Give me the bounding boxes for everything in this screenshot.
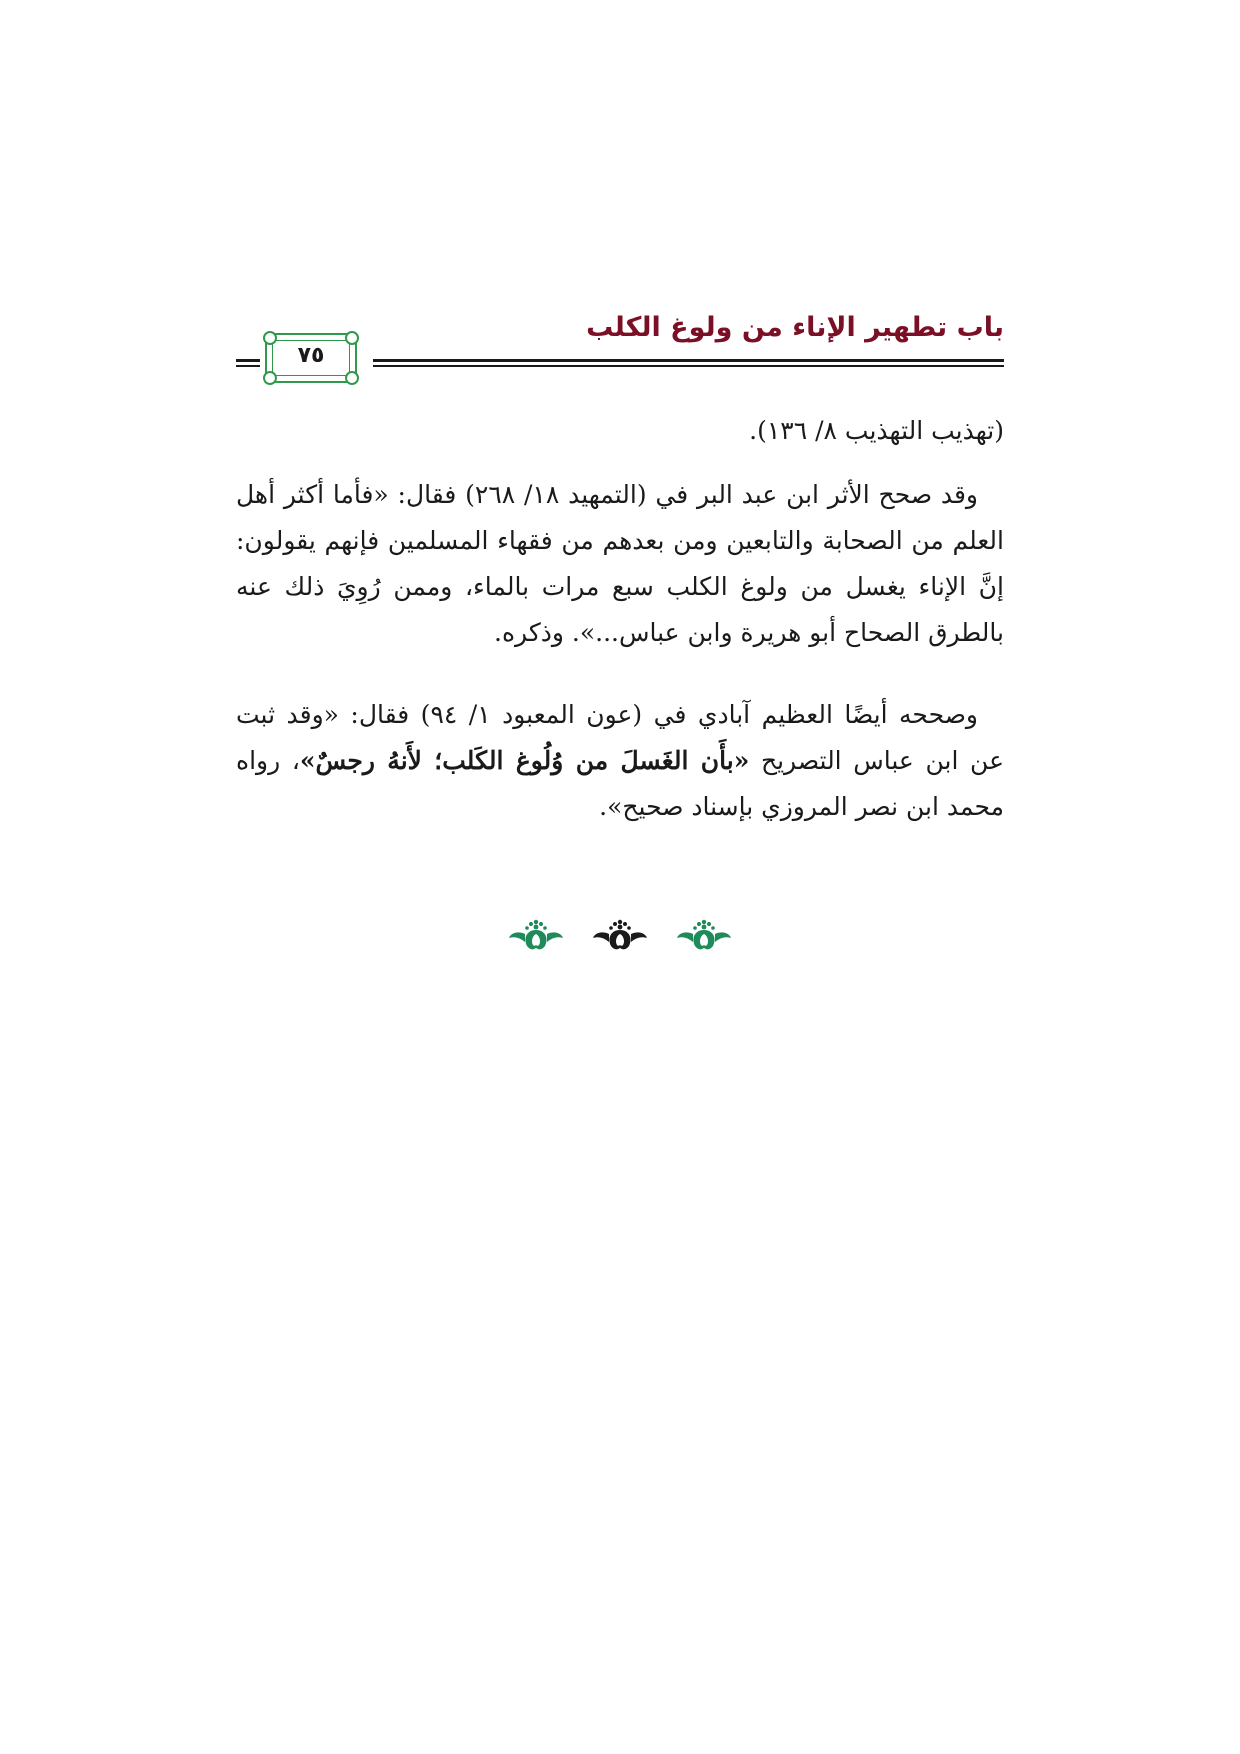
- frame-corner-ornament: [345, 371, 359, 385]
- floral-ornament-icon: [507, 918, 565, 958]
- floral-ornament-icon: [591, 918, 649, 958]
- page-number: ٧٥: [297, 343, 325, 368]
- section-end-ornaments: [0, 918, 1240, 958]
- paragraph-2-text-before: وصححه أيضًا العظيم آبادي في (عون المعبود ١/ ٩٤) فقال: «وقد ثبت عن ابن عباس التصريح: [236, 700, 1004, 775]
- header-rule-left: [236, 359, 260, 367]
- header-rule-right: [373, 359, 1004, 367]
- chapter-title: باب تطهير الإناء من ولوغ الكلب: [586, 312, 1004, 343]
- paragraph-1: وقد صحح الأثر ابن عبد البر في (التمهيد ١٨/ ٢٦٨) فقال: «فأما أكثر أهل العلم من الصحابة والتابعين ومن بعدهم من فقهاء المسلمين فإنهم يقولون: إنَّ الإناء يغسل من ولوغ الكلب سبع مرات بالماء، وممن رُوِيَ ذلك عنه بالطرق الصحاح أبو هريرة وابن عباس...». وذكره.: [236, 480, 1004, 647]
- page-number-frame: [265, 333, 357, 383]
- hadith-quote: «بأَن الغَسلَ من وُلُوغ الكَلب؛ لأَنهُ رجسٌ»: [299, 746, 750, 775]
- floral-ornament-icon: [675, 918, 733, 958]
- paragraph-2-text-after: ، رواه محمد ابن نصر المروزي بإسناد صحيح».: [236, 746, 1004, 821]
- paragraph-2: [236, 692, 1004, 830]
- frame-corner-ornament: [263, 371, 277, 385]
- citation-line: (تهذيب التهذيب ٨/ ١٣٦).: [749, 416, 1004, 445]
